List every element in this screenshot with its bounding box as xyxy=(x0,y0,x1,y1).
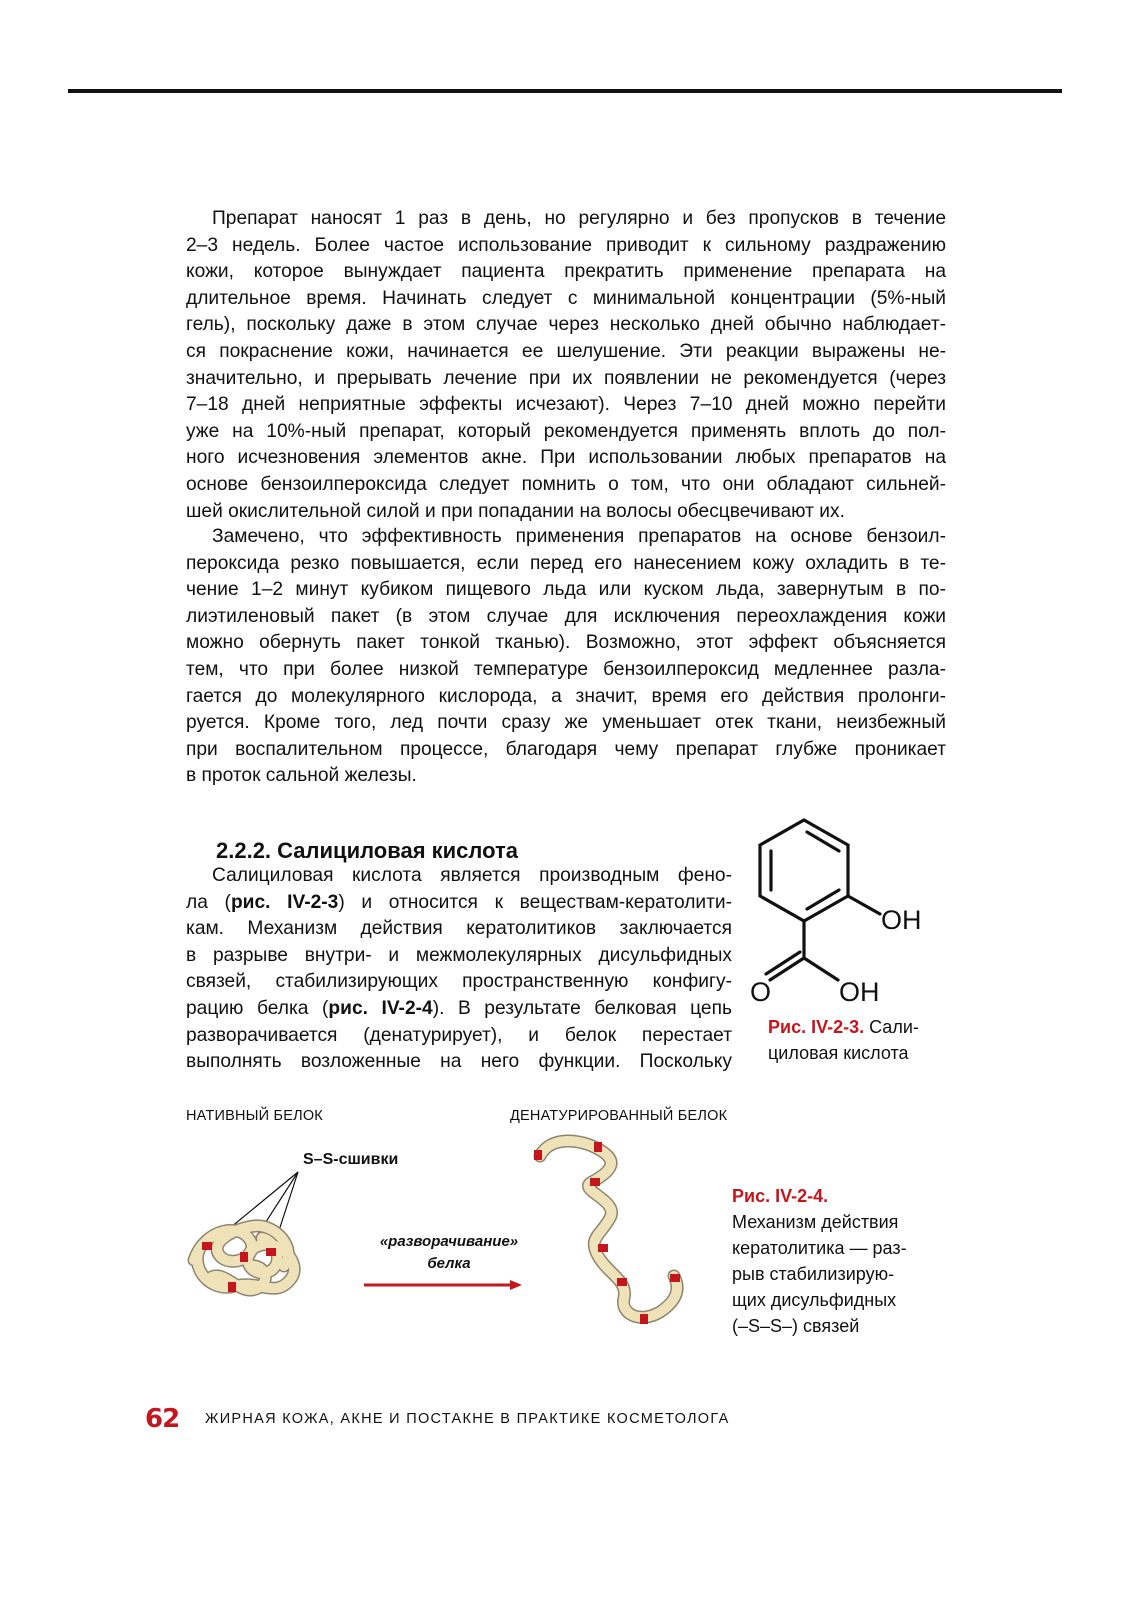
native-protein-label: НАТИВНЫЙ БЕЛОК xyxy=(186,1108,323,1124)
salicylic-acid-structure xyxy=(740,808,940,1013)
unfolding-label-line: белка xyxy=(427,1255,471,1272)
text-run: ). В результате белковая цепь xyxy=(432,997,732,1019)
figure-caption xyxy=(732,1183,942,1339)
paragraph-line: гель), поскольку даже в этом случае через несколько дней обычно наблюдает- xyxy=(186,314,946,336)
paragraph-line xyxy=(186,890,732,917)
paragraph-line: 7–18 дней неприятные эффекты исчезают). Через 7–10 дней можно перейти xyxy=(186,394,946,416)
section-heading: 2.2.2. Салициловая кислота xyxy=(216,838,518,863)
broken-disulfide-bond xyxy=(670,1274,680,1282)
paragraph-line: разворачивается (денатурирует), и белок перестает xyxy=(186,1024,732,1046)
paragraph-2 xyxy=(186,524,946,790)
figure-number: Рис. IV-2-3. xyxy=(768,1017,865,1037)
caption-line: кератолитика — раз- xyxy=(732,1238,907,1258)
denatured-protein-illustration xyxy=(520,1128,700,1333)
caption-line: Механизм действия xyxy=(732,1212,899,1232)
disulfide-bond xyxy=(228,1282,236,1292)
benzene-ring xyxy=(760,820,848,921)
oh-label: OH xyxy=(839,977,880,1007)
figure-number: Рис. IV-2-4. xyxy=(732,1186,829,1206)
top-rule xyxy=(68,89,1062,93)
caption-line: (–S–S–) связей xyxy=(732,1316,860,1336)
paragraph-line: значительно, и прерывать лечение при их появлении не рекомендуется (через xyxy=(186,367,946,389)
paragraph-line: кожи, которое вынуждает пациента прекратить применение препарата на xyxy=(186,261,946,283)
caption-text: циловая кислота xyxy=(768,1043,909,1063)
paragraph-line: кам. Механизм действия кератолитиков заключается xyxy=(186,918,732,940)
oh-label: OH xyxy=(881,905,922,935)
paragraph-line: пероксида резко повышается, если перед его нанесением кожу охладить в те- xyxy=(186,552,946,574)
broken-disulfide-bond xyxy=(534,1150,542,1160)
paragraph-1 xyxy=(186,206,946,525)
running-title: ЖИРНАЯ КОЖА, АКНЕ И ПОСТАКНЕ В ПРАКТИКЕ КОСМЕТОЛОГА xyxy=(205,1411,730,1427)
paragraph-line xyxy=(186,996,732,1023)
paragraph-line: Препарат наносят 1 раз в день, но регулярно и без пропусков в течение xyxy=(212,208,946,229)
caption-line: щих дисульфидных xyxy=(732,1290,897,1310)
paragraph-line: в разрыве внутри- и межмолекулярных дисульфидных xyxy=(186,944,732,966)
caption-line: рыв стабилизирую- xyxy=(732,1264,895,1284)
section-paragraph xyxy=(186,863,732,1076)
disulfide-bond xyxy=(240,1252,248,1262)
figure-reference-link[interactable]: рис. IV-2-4 xyxy=(328,997,433,1019)
right-arrow-icon xyxy=(364,1278,524,1292)
broken-disulfide-bond xyxy=(598,1244,608,1252)
native-protein-illustration xyxy=(180,1168,310,1308)
text-run: рацию белка ( xyxy=(186,997,329,1019)
paragraph-line: Салициловая кислота является производным фено- xyxy=(212,865,732,886)
paragraph-line: основе бензоилпероксида следует помнить о том, что они обладают сильней- xyxy=(186,473,946,495)
paragraph-line: уже на 10%-ный препарат, который рекомендуется применять вплоть до пол- xyxy=(186,420,946,442)
paragraph-line: длительное время. Начинать следует с минимальной концентрации (5%-ный xyxy=(186,287,946,309)
paragraph-line: при воспалительном процессе, благодаря чему препарат глубже проникает xyxy=(186,738,946,760)
paragraph-line: в проток сальной железы. xyxy=(186,765,417,787)
paragraph-line: ного исчезновения элементов акне. При использовании любых препаратов на xyxy=(186,447,946,469)
paragraph-line: можно обернуть пакет тонкой тканью). Возможно, этот эффект объясняется xyxy=(186,632,946,654)
ss-crosslinks-label: S–S-сшивки xyxy=(303,1151,399,1168)
broken-disulfide-bond xyxy=(640,1314,648,1324)
paragraph-line: шей окислительной силой и при попадании на волосы обесцвечивают их. xyxy=(186,500,845,522)
disulfide-bond xyxy=(202,1242,212,1250)
paragraph-line: выполнять возложенные на него функции. Поскольку xyxy=(186,1051,732,1073)
page-number: 62 xyxy=(145,1404,180,1434)
paragraph-line: руется. Кроме того, лед почти сразу же уменьшает отек ткани, неизбежный xyxy=(186,712,946,734)
figure-reference-link[interactable]: рис. IV-2-3 xyxy=(230,891,339,913)
paragraph-line: гается до молекулярного кислорода, а значит, время его действия пролонги- xyxy=(186,685,946,707)
disulfide-bond xyxy=(266,1248,276,1256)
figure-caption xyxy=(768,1014,968,1066)
paragraph-line: 2–3 недель. Более частое использование приводит к сильному раздражению xyxy=(186,234,946,256)
denatured-protein-label: ДЕНАТУРИРОВАННЫЙ БЕЛОК xyxy=(510,1108,728,1124)
caption-text: Сали- xyxy=(864,1017,919,1037)
paragraph-line: чение 1–2 минут кубиком пищевого льда или куском льда, завернутым в по- xyxy=(186,579,946,601)
paragraph-line: ся покраснение кожи, начинается ее шелушение. Эти реакции выражены не- xyxy=(186,340,946,362)
paragraph-line: связей, стабилизирующих пространственную конфигу- xyxy=(186,971,732,993)
broken-disulfide-bond xyxy=(617,1278,627,1286)
broken-disulfide-bond xyxy=(590,1178,600,1186)
broken-disulfide-bond xyxy=(594,1142,602,1152)
oxygen-label: O xyxy=(750,977,772,1007)
text-run: ) и относится к веществам-кератолити- xyxy=(338,891,733,913)
unfolding-label xyxy=(364,1231,534,1275)
paragraph-line: тем, что при более низкой температуре бензоилпероксид медленнее разла- xyxy=(186,658,946,680)
unfolding-label-line: «разворачивание» xyxy=(379,1233,519,1250)
paragraph-line: лиэтиленовый пакет (в этом случае для исключения переохлаждения кожи xyxy=(186,605,946,627)
paragraph-line: Замечено, что эффективность применения препаратов на основе бензоил- xyxy=(212,526,946,547)
text-run: ла ( xyxy=(186,891,231,913)
